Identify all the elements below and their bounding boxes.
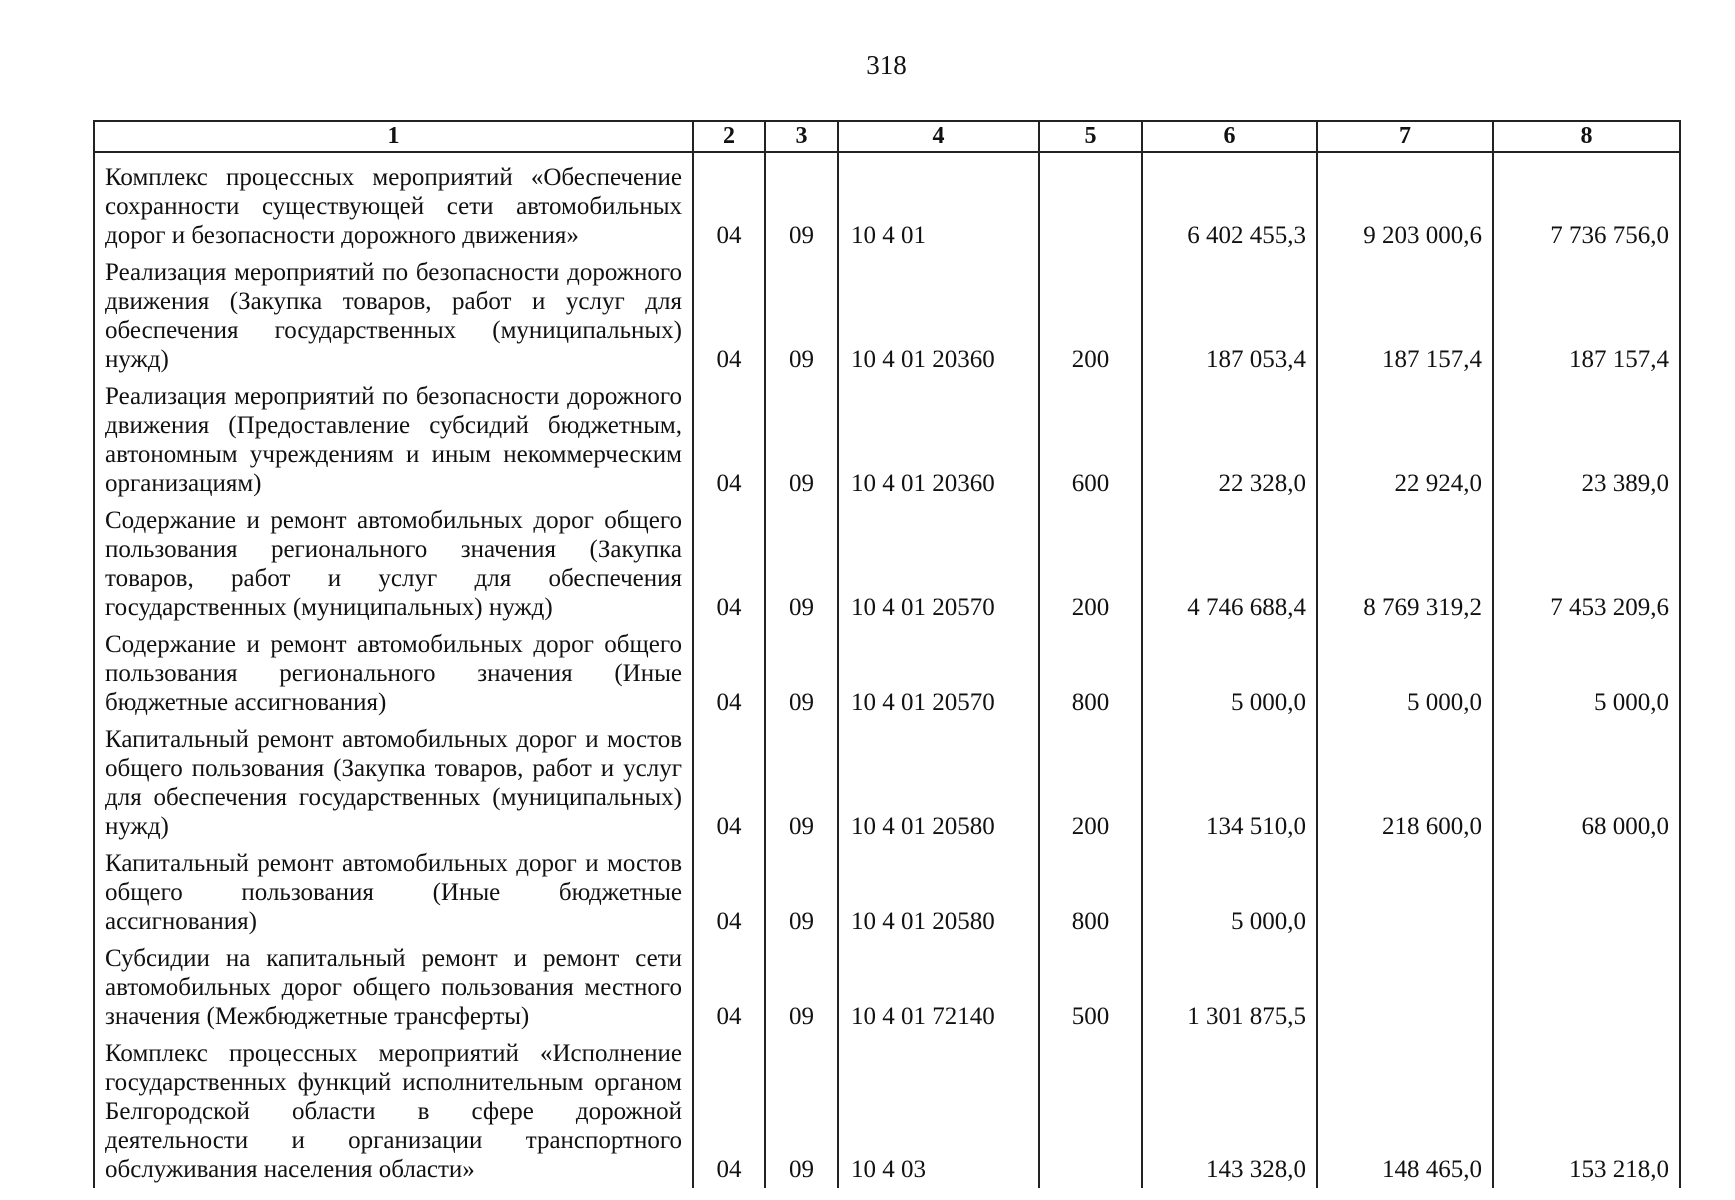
amount-year-2-cell: 9 203 000,6 — [1317, 152, 1493, 254]
expense-type-cell: 800 — [1039, 626, 1142, 721]
table-row — [94, 378, 1680, 502]
amount-year-3-cell — [1493, 845, 1680, 940]
amount-year-1-cell: 5 000,0 — [1142, 845, 1317, 940]
table-row — [94, 152, 1680, 254]
subsection-code-cell: 09 — [765, 378, 838, 502]
amount-year-1-cell: 1 301 875,5 — [1142, 940, 1317, 1035]
expense-type-cell — [1039, 152, 1142, 254]
subsection-code-cell: 09 — [765, 502, 838, 626]
amount-year-1-cell: 22 328,0 — [1142, 378, 1317, 502]
row-name-cell: Содержание и ремонт автомобильных дорог общего пользования регионального значения (Закупка товаров, работ и услуг для обеспечения государственных (муниципальных) нужд) — [94, 502, 693, 626]
subsection-code-cell: 09 — [765, 721, 838, 845]
amount-year-2-cell: 22 924,0 — [1317, 378, 1493, 502]
row-name-cell: Реализация мероприятий по безопасности дорожного движения (Закупка товаров, работ и услуг для обеспечения государственных (муниципальных) нужд) — [94, 254, 693, 378]
page-number: 318 — [866, 50, 907, 80]
subsection-code-cell: 09 — [765, 1035, 838, 1188]
amount-year-3-cell: 5 000,0 — [1493, 626, 1680, 721]
table-row — [94, 502, 1680, 626]
amount-year-3-cell: 153 218,0 — [1493, 1035, 1680, 1188]
budget-table — [93, 120, 1681, 1188]
row-name-cell: Капитальный ремонт автомобильных дорог и мостов общего пользования (Иные бюджетные ассигнования) — [94, 845, 693, 940]
row-name-cell: Содержание и ремонт автомобильных дорог общего пользования регионального значения (Иные бюджетные ассигнования) — [94, 626, 693, 721]
expense-type-cell: 200 — [1039, 721, 1142, 845]
expense-type-cell — [1039, 1035, 1142, 1188]
table-row — [94, 254, 1680, 378]
column-header-2: 2 — [693, 121, 765, 152]
amount-year-3-cell: 68 000,0 — [1493, 721, 1680, 845]
column-header-4: 4 — [838, 121, 1039, 152]
expense-type-cell: 600 — [1039, 378, 1142, 502]
table-row — [94, 845, 1680, 940]
expense-type-cell: 800 — [1039, 845, 1142, 940]
table-row — [94, 940, 1680, 1035]
column-header-7: 7 — [1317, 121, 1493, 152]
amount-year-1-cell: 134 510,0 — [1142, 721, 1317, 845]
target-article-cell: 10 4 01 20360 — [838, 378, 1039, 502]
amount-year-2-cell: 5 000,0 — [1317, 626, 1493, 721]
amount-year-2-cell — [1317, 940, 1493, 1035]
amount-year-2-cell: 8 769 319,2 — [1317, 502, 1493, 626]
target-article-cell: 10 4 01 20580 — [838, 845, 1039, 940]
target-article-cell: 10 4 03 — [838, 1035, 1039, 1188]
table-body — [94, 152, 1680, 1188]
subsection-code-cell: 09 — [765, 152, 838, 254]
amount-year-1-cell: 5 000,0 — [1142, 626, 1317, 721]
row-name-cell: Комплекс процессных мероприятий «Обеспечение сохранности существующей сети автомобильных дорог и безопасности дорожного движения» — [94, 152, 693, 254]
target-article-cell: 10 4 01 — [838, 152, 1039, 254]
amount-year-3-cell: 7 736 756,0 — [1493, 152, 1680, 254]
amount-year-3-cell: 187 157,4 — [1493, 254, 1680, 378]
subsection-code-cell: 09 — [765, 254, 838, 378]
expense-type-cell: 200 — [1039, 254, 1142, 378]
amount-year-1-cell: 187 053,4 — [1142, 254, 1317, 378]
section-code-cell: 04 — [693, 626, 765, 721]
subsection-code-cell: 09 — [765, 845, 838, 940]
amount-year-2-cell: 148 465,0 — [1317, 1035, 1493, 1188]
section-code-cell: 04 — [693, 721, 765, 845]
amount-year-1-cell: 4 746 688,4 — [1142, 502, 1317, 626]
table-header — [94, 121, 1680, 152]
amount-year-2-cell: 218 600,0 — [1317, 721, 1493, 845]
amount-year-3-cell: 7 453 209,6 — [1493, 502, 1680, 626]
table-row — [94, 721, 1680, 845]
section-code-cell: 04 — [693, 940, 765, 1035]
table-row — [94, 1035, 1680, 1188]
subsection-code-cell: 09 — [765, 626, 838, 721]
column-header-5: 5 — [1039, 121, 1142, 152]
expense-type-cell: 200 — [1039, 502, 1142, 626]
target-article-cell: 10 4 01 20360 — [838, 254, 1039, 378]
row-name-cell: Субсидии на капитальный ремонт и ремонт сети автомобильных дорог общего пользования местного значения (Межбюджетные трансферты) — [94, 940, 693, 1035]
section-code-cell: 04 — [693, 378, 765, 502]
section-code-cell: 04 — [693, 254, 765, 378]
table-row — [94, 626, 1680, 721]
section-code-cell: 04 — [693, 152, 765, 254]
header-row — [94, 121, 1680, 152]
column-header-1: 1 — [94, 121, 693, 152]
column-header-8: 8 — [1493, 121, 1680, 152]
target-article-cell: 10 4 01 72140 — [838, 940, 1039, 1035]
row-name-cell: Комплекс процессных мероприятий «Исполнение государственных функций исполнительным органом Белгородской области в сфере дорожной деятельности и организации транспортного обслуживания населения области» — [94, 1035, 693, 1188]
row-name-cell: Капитальный ремонт автомобильных дорог и мостов общего пользования (Закупка товаров, работ и услуг для обеспечения государственных (муниципальных) нужд) — [94, 721, 693, 845]
target-article-cell: 10 4 01 20580 — [838, 721, 1039, 845]
section-code-cell: 04 — [693, 1035, 765, 1188]
amount-year-2-cell — [1317, 845, 1493, 940]
expense-type-cell: 500 — [1039, 940, 1142, 1035]
budget-table-container — [93, 120, 1679, 1188]
row-name-cell: Реализация мероприятий по безопасности дорожного движения (Предоставление субсидий бюджетным, автономным учреждениям и иным некоммерческим организациям) — [94, 378, 693, 502]
section-code-cell: 04 — [693, 845, 765, 940]
amount-year-2-cell: 187 157,4 — [1317, 254, 1493, 378]
subsection-code-cell: 09 — [765, 940, 838, 1035]
amount-year-1-cell: 6 402 455,3 — [1142, 152, 1317, 254]
target-article-cell: 10 4 01 20570 — [838, 626, 1039, 721]
section-code-cell: 04 — [693, 502, 765, 626]
amount-year-3-cell — [1493, 940, 1680, 1035]
amount-year-1-cell: 143 328,0 — [1142, 1035, 1317, 1188]
column-header-3: 3 — [765, 121, 838, 152]
target-article-cell: 10 4 01 20570 — [838, 502, 1039, 626]
column-header-6: 6 — [1142, 121, 1317, 152]
amount-year-3-cell: 23 389,0 — [1493, 378, 1680, 502]
